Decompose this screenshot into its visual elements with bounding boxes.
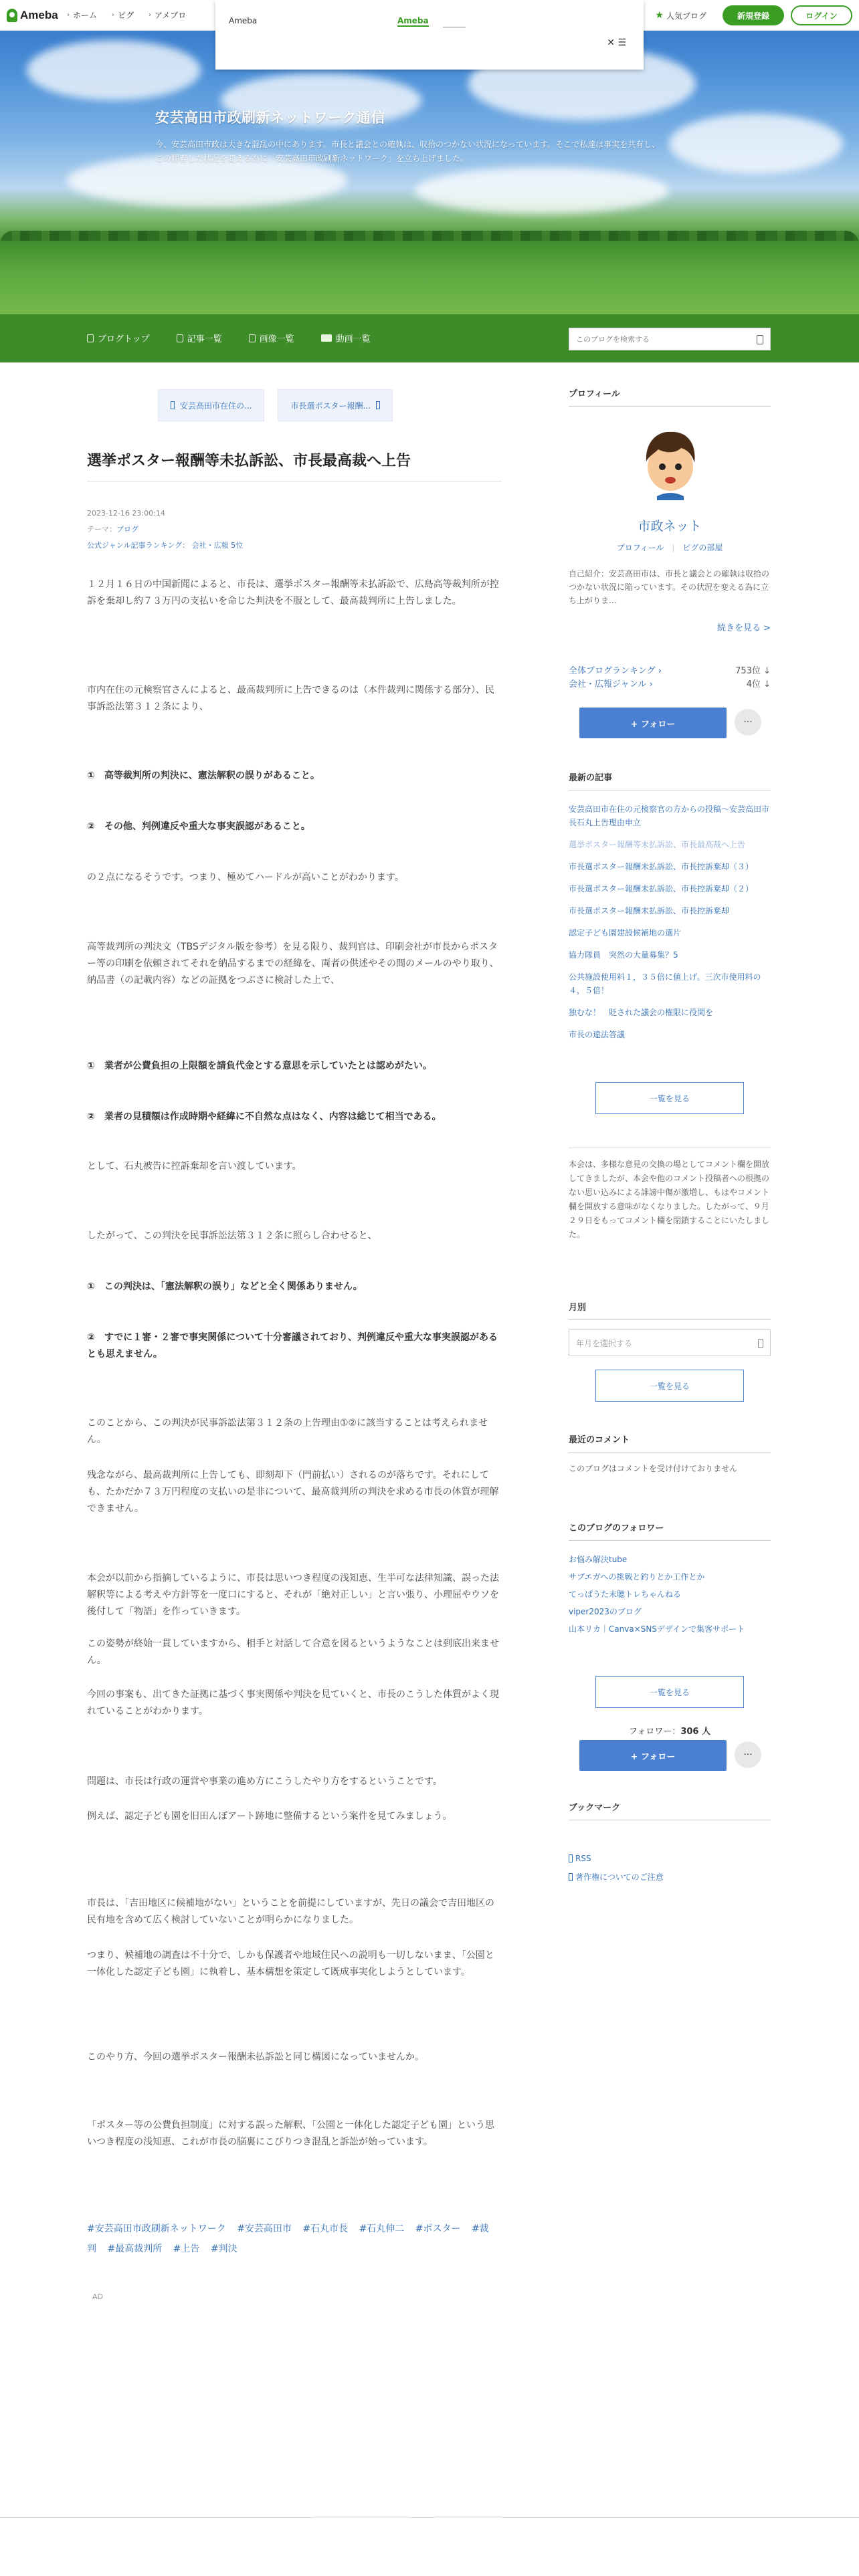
followers-list xyxy=(569,1553,771,1640)
recent-article-link[interactable]: 認定子ども園建設候補地の選片 xyxy=(569,928,682,938)
month-select[interactable] xyxy=(569,1329,771,1356)
follower-link[interactable]: サブエガへの挑戦と釣りとか工作とか xyxy=(569,1572,705,1582)
global-nav-label: ホーム xyxy=(73,11,98,20)
overall-ranking[interactable] xyxy=(569,663,771,676)
arrow-right-icon xyxy=(376,401,380,409)
hashtag[interactable]: #安芸高田市 xyxy=(237,2224,292,2234)
ad-close-icon[interactable]: ✕ ☰ xyxy=(607,37,626,48)
arrow-left-icon xyxy=(171,401,175,409)
chevron-right-icon: › xyxy=(67,11,70,19)
recent-articles-heading: 最新の記事 xyxy=(569,770,771,790)
hashtag[interactable]: #判決 xyxy=(210,2244,237,2254)
profile-avatar[interactable] xyxy=(640,427,701,500)
global-nav-home[interactable] xyxy=(67,9,97,21)
profile-name[interactable]: 市政ネット xyxy=(638,519,702,534)
rss-icon xyxy=(569,1854,573,1862)
hashtag[interactable]: #裁判 xyxy=(87,2224,489,2254)
global-nav-label: ピグ xyxy=(118,11,134,20)
top-right-actions xyxy=(655,5,852,25)
monthly-more-button[interactable]: 一覧を見る xyxy=(595,1370,744,1402)
ranking-value: 4位 ↓ xyxy=(746,679,771,689)
article-theme xyxy=(87,522,243,538)
prev-article-label: 安芸高田市在住の... xyxy=(180,401,252,411)
theme-label: テーマ： xyxy=(87,525,116,534)
recent-article-link[interactable]: 選挙ポスター報酬等未払訴訟、市長最高裁へ上告 xyxy=(569,840,746,849)
recent-article-link[interactable]: 市長の違法答議 xyxy=(569,1030,626,1039)
nav-video-list[interactable] xyxy=(321,332,371,344)
next-article-link[interactable] xyxy=(278,389,392,421)
bookmark-heading: ブックマーク xyxy=(569,1800,771,1820)
profile-link[interactable]: プロフィール xyxy=(616,543,664,552)
nav-label: 画像一覧 xyxy=(259,334,294,344)
article-paragraph: 本会が以前から指摘しているように、市長は思いつき程度の浅知恵、生半可な法律知識、誤った法解釈等による考えや方針等を一度口にすると、それが「絶対正しい」と言い張り、小理屈やウソを後付して「物語」を作っていきます。 xyxy=(87,1573,499,1617)
article-paragraph: 市内在住の元検察官さんによると、最高裁判所に上告できるのは（本件裁判に関係する部分）、民事訴訟法第３１２条により、 xyxy=(87,685,494,712)
article-paragraph: １２月１６日の中国新聞によると、市長は、選挙ポスター報酬等未払訴訟で、広島高等裁判所が控訴を棄却し約７３万円の支払いを命じた判決を不服として、最高裁判所に上告しました。 xyxy=(87,579,499,607)
blog-nav-bar xyxy=(0,314,859,362)
recent-article-link[interactable]: 市長選ポスター報酬未払訴訟、市長控訴棄却（２） xyxy=(569,884,754,893)
article-meta xyxy=(87,506,243,554)
hashtag[interactable]: #石丸市長 xyxy=(302,2224,349,2234)
cloud-decoration xyxy=(669,114,843,174)
article-paragraph: 今回の事案も、出てきた証拠に基づく事実関係や判決を見ていくと、市長のこうした体質がよく現れていることがわかります。 xyxy=(87,1689,499,1717)
article-paragraph: ① この判決は、「憲法解釈の誤り」などと全く関係ありません。 xyxy=(87,1281,363,1292)
hashtag[interactable]: #上告 xyxy=(173,2244,200,2254)
recent-articles-list xyxy=(569,802,771,1050)
profile-heading: プロフィール xyxy=(569,387,771,407)
more-menu-button[interactable]: ··· xyxy=(735,709,761,736)
recent-article-link[interactable]: 公共施設使用料１，３５倍に値上げ。三次市使用料の４，５倍！ xyxy=(569,972,761,995)
nav-image-list[interactable] xyxy=(249,332,294,344)
search-icon[interactable] xyxy=(757,335,763,344)
follow-button[interactable]: + フォロー xyxy=(579,708,727,738)
ameba-logo-icon xyxy=(7,9,17,22)
recent-article-link[interactable]: 協力隊員 突然の大量募集？5 xyxy=(569,950,678,960)
global-nav xyxy=(67,9,186,21)
article-paragraph: ① 高等裁判所の判決に、憲法解釈の誤りがあること。 xyxy=(87,770,320,781)
recent-article-link[interactable]: 安芸高田市在住の元検察官の方からの投稿～安芸高田市長石丸上告理由申立 xyxy=(569,804,770,827)
follower-link[interactable]: お悩み解決tube xyxy=(569,1555,628,1564)
blog-search-input[interactable] xyxy=(569,328,743,350)
nav-label: ブログトップ xyxy=(98,334,150,344)
crown-icon: ★ xyxy=(655,10,664,21)
footer-divider xyxy=(435,2516,502,2518)
chevron-down-icon xyxy=(758,1339,763,1348)
register-button[interactable]: 新規登録 xyxy=(723,5,784,25)
article-paragraph: 高等裁判所の判決文（TBSデジタル版を参考）を見る限り、裁判官は、印刷会社が市長からポスター等の印刷を依頼されてそれを納品するまでの経緯を、両者の供述やその間のメールのやり取り、納品書（の記載内容）などの証拠をつぶさに検討した上で、 xyxy=(87,942,499,986)
global-nav-pigg[interactable] xyxy=(112,9,134,21)
page-icon xyxy=(249,334,256,342)
footer-divider xyxy=(0,2517,859,2518)
follower-link[interactable]: てっぱうた末聴トレちゃんねる xyxy=(569,1590,682,1599)
recent-articles-more-button[interactable]: 一覧を見る xyxy=(595,1082,744,1114)
page-icon xyxy=(569,1873,573,1881)
global-nav-ameblo[interactable] xyxy=(149,9,186,21)
profile-intro: 自己紹介：安芸高田市は、市長と議会との確執は収拾のつかない状況に陥っています。その状況を変える為に立ち上がりま... xyxy=(569,569,770,605)
next-article-label: 市長選ポスター報酬... xyxy=(290,401,371,411)
blog-description: 今、安芸高田市政は大きな混乱の中にあります。市長と議会との確執は、収拾のつかない状況になっています。そこで私達は事実を共有し、この膠着した状況を変える為に「安芸高田市政刷新ネットワーク」を立ち上げました。 xyxy=(155,140,660,163)
login-button[interactable]: ログイン xyxy=(791,5,852,25)
article-title: 選挙ポスター報酬等未払訴訟、市長最高裁へ上告 xyxy=(87,449,502,481)
hashtag[interactable]: #安芸高田市政刷新ネットワーク xyxy=(87,2224,226,2234)
blog-nav-items xyxy=(87,332,371,344)
ad-link[interactable]: Ameba xyxy=(397,16,429,25)
followers-heading: このブログのフォロワー xyxy=(569,1521,771,1541)
article-paragraph: の２点になるそうです。つまり、極めてハードルが高いことがわかります。 xyxy=(87,872,404,883)
follower-count-value: 306 人 xyxy=(680,1727,711,1737)
article-paragraph: 例えば、認定子ども園を旧田んぼアート跡地に整備するという案件を見てみましょう。 xyxy=(87,1811,452,1822)
month-select-label: 年月を選択する xyxy=(576,1338,633,1348)
blog-title[interactable]: 安芸高田市政刷新ネットワーク通信 xyxy=(155,110,385,126)
pigg-room-link[interactable]: ピグの部屋 xyxy=(682,543,723,552)
article-paragraph: ② 業者の見積額は作成時期や経緯に不自然な点はなく、内容は総じて相当である。 xyxy=(87,1111,442,1122)
ad-label: Ameba xyxy=(229,16,258,25)
grass-field xyxy=(0,241,859,314)
bookmark-label: 著作権についてのご注意 xyxy=(575,1872,664,1882)
article-paragraph: したがって、この判決を民事訴訟法第３１２条に照らし合わせると、 xyxy=(87,1230,377,1241)
article-pager xyxy=(158,389,393,421)
nav-label: 動画一覧 xyxy=(335,334,371,344)
article-paragraph: この姿勢が終始一貫していますから、相手と対話して合意を図るというようなことは到底出来ません。 xyxy=(87,1638,499,1666)
more-menu-button-secondary[interactable]: ··· xyxy=(735,1741,761,1768)
article-paragraph: ② すでに１審・２審で事実関係について十分審議されており、判例違反や重大な事実誤認があるとも思えません。 xyxy=(87,1332,498,1360)
blog-search xyxy=(569,328,771,350)
global-nav-label: アメブロ xyxy=(155,11,187,20)
recent-comments-heading: 最近のコメント xyxy=(569,1432,771,1453)
ad-banner[interactable] xyxy=(215,0,644,70)
ameba-logo[interactable] xyxy=(7,7,58,23)
ad-label: AD xyxy=(92,2292,103,2301)
chevron-right-icon: › xyxy=(112,11,115,19)
comment-closure-note: 本会は、多様な意見の交換の場としてコメント欄を開放してきましたが、本会や他のコメント投稿者への根拠のない思い込みによる誹謗中傷が激増し、もはやコメント欄を開放する意味がなくなりました。したがって、９月２９日をもってコメント欄を閉鎖することにいたしました。 xyxy=(569,1148,771,1242)
chevron-right-icon: › xyxy=(149,11,152,19)
article-paragraph: 残念ながら、最高裁判所に上告しても、即刻却下（門前払い）されるのが落ちです。それにしても、たかだか７３万円程度の支払いの是非について、最高裁判所の判決を求める市長の体質が理解できません。 xyxy=(87,1470,499,1514)
followers-more-button[interactable]: 一覧を見る xyxy=(595,1676,744,1708)
monthly-heading: 月別 xyxy=(569,1300,771,1320)
article-paragraph: つまり、候補地の調査は不十分で、しかも保護者や地域住民への説明も一切しないまま、「公園と一体化した認定子ども園」に執着し、基本構想を策定して既成事実化しようとしています。 xyxy=(87,1950,494,1977)
nav-label: 記事一覧 xyxy=(187,334,222,344)
follower-link[interactable]: 山本リカ｜Canva×SNSデザインで集客サポート xyxy=(569,1624,745,1634)
popular-blogs-link[interactable] xyxy=(655,10,706,21)
genre-ranking[interactable] xyxy=(569,677,771,689)
cloud-decoration xyxy=(27,40,201,100)
theme-link[interactable]: ブログ xyxy=(116,525,138,534)
page-icon xyxy=(87,334,94,342)
ranking-label: 全体ブログランキング › xyxy=(569,666,662,676)
article-paragraph: このやり方、今回の選挙ポスター報酬未払訴訟と同じ構図になっていませんか。 xyxy=(87,2052,424,2062)
recent-article-link[interactable]: 市長選ポスター報酬未払訴訟、市長控訴棄却（３） xyxy=(569,862,754,871)
footer-divider xyxy=(314,2516,408,2518)
genre-ranking[interactable]: 公式ジャンル記事ランキング： 会社・広報 5位 xyxy=(87,541,244,550)
profile-links xyxy=(569,542,771,553)
article-paragraph: として、石丸被告に控訴棄却を言い渡しています。 xyxy=(87,1161,302,1172)
page-icon xyxy=(177,334,183,342)
ranking-label: 会社・広報ジャンル › xyxy=(569,679,653,689)
cloud-decoration xyxy=(415,167,669,214)
article-paragraph: 市長は、「吉田地区に候補地がない」ということを前提にしていますが、先日の議会で吉田地区の民有地を含めて広く検討していないことが明らかになりました。 xyxy=(87,1898,494,1925)
comments-disabled-text: このブログはコメントを受け付けておりません xyxy=(569,1464,738,1473)
profile-more-link[interactable]: 続きを見る > xyxy=(717,623,771,633)
logo-text: Ameba xyxy=(20,9,58,21)
article-paragraph: 「ポスター等の公費負担制度」に対する誤った解釈、「公園と一体化した認定子ども園」という思いつき程度の浅知恵、これが市長の脳裏にこびりつき混乱と訴訟が始っています。 xyxy=(87,2120,494,2147)
bookmark-label: RSS xyxy=(575,1854,591,1863)
nav-blog-top[interactable] xyxy=(87,332,150,344)
hashtag[interactable]: #ポスター xyxy=(415,2224,461,2234)
recent-article-link[interactable]: 市長選ポスター報酬未払訴訟、市長控訴棄却 xyxy=(569,906,730,916)
article-paragraph: 問題は、市長は行政の運営や事業の進め方にこうしたやり方をするということです。 xyxy=(87,1776,442,1787)
follower-link[interactable]: viper2023のブログ xyxy=(569,1607,642,1616)
article-paragraph: このことから、この判決が民事訴訟法第３１２条の上告理由①②に該当することは考えられません。 xyxy=(87,1418,488,1445)
rss-link[interactable] xyxy=(569,1854,591,1863)
hashtag[interactable]: #石丸伸二 xyxy=(359,2224,405,2234)
hashtag[interactable]: #最高裁判所 xyxy=(107,2244,163,2254)
copyright-link[interactable] xyxy=(569,1871,664,1883)
popular-label: 人気ブログ xyxy=(666,11,706,21)
follower-count-label: フォロワー： xyxy=(628,1727,681,1737)
article-paragraph: ① 業者が公費負担の上限額を請負代金とする意思を示していたとは認めがたい。 xyxy=(87,1061,432,1071)
ranking-value: 753位 ↓ xyxy=(735,666,771,676)
recent-article-link[interactable]: 独むな！ 貶された議会の権限に役関を xyxy=(569,1008,714,1017)
nav-article-list[interactable] xyxy=(177,332,222,344)
divider: | xyxy=(672,543,675,552)
follower-count xyxy=(569,1724,771,1737)
article-date: 2023-12-16 23:00:14 xyxy=(87,509,165,518)
video-icon xyxy=(321,334,332,342)
article-paragraph: ② その他、判例違反や重大な事実誤認があること。 xyxy=(87,821,310,832)
hashtag-list xyxy=(87,2219,502,2259)
prev-article-link[interactable] xyxy=(158,389,264,421)
follow-button-secondary[interactable]: + フォロー xyxy=(579,1740,727,1771)
